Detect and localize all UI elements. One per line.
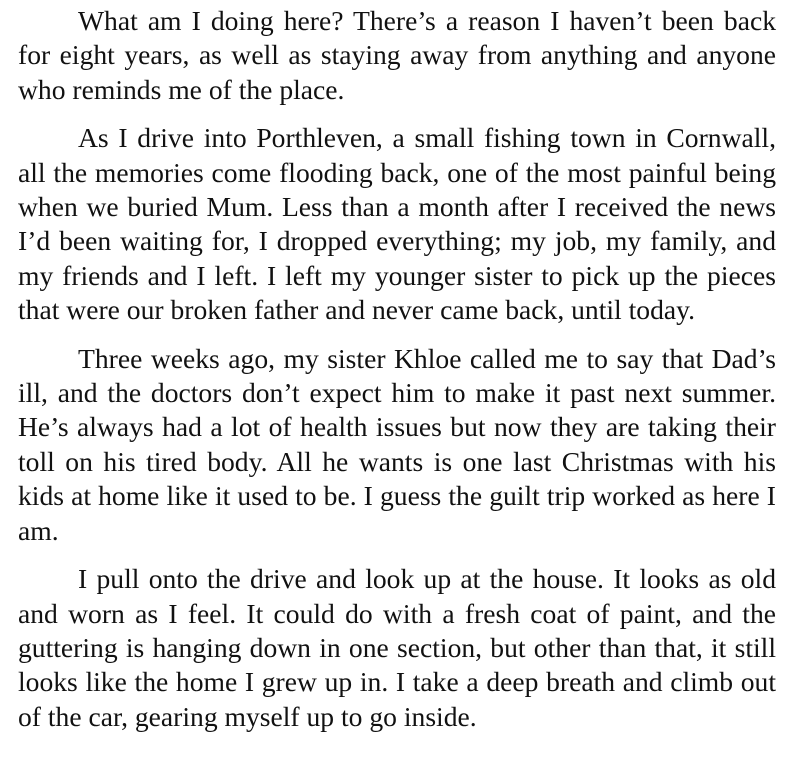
paragraph-1: What am I doing here? There’s a reason I haven’t been back for eight years, as well as staying away from anything and anyone who reminds me of the place. <box>18 5 776 105</box>
paragraph-3: Three weeks ago, my sister Khloe called me to say that Dad’s ill, and the doctors don’t expect him to make it past next summer. He’s always had a lot of health issues but now they are taking their toll on his tired body. All he wants is one last Christmas with his kids at home like it used to be. I guess the guilt trip worked as here I am. <box>18 342 776 546</box>
paragraph-4: I pull onto the drive and look up at the house. It looks as old and worn as I feel. It could do with a fresh coat of paint, and the guttering is hanging down in one section, but other than that, it still looks like the home I grew up in. I take a deep breath and climb out of the car, gearing myself up to go inside. <box>18 563 776 732</box>
paragraph-2: As I drive into Porthleven, a small fishing town in Cornwall, all the memories come flooding back, one of the most painful being when we buried Mum. Less than a month after I received the news I’d been waiting for, I dropped everything; my job, my family, and my friends and I left. I left my younger sister to pick up the pieces that were our broken father and never came back, until today. <box>18 122 776 326</box>
